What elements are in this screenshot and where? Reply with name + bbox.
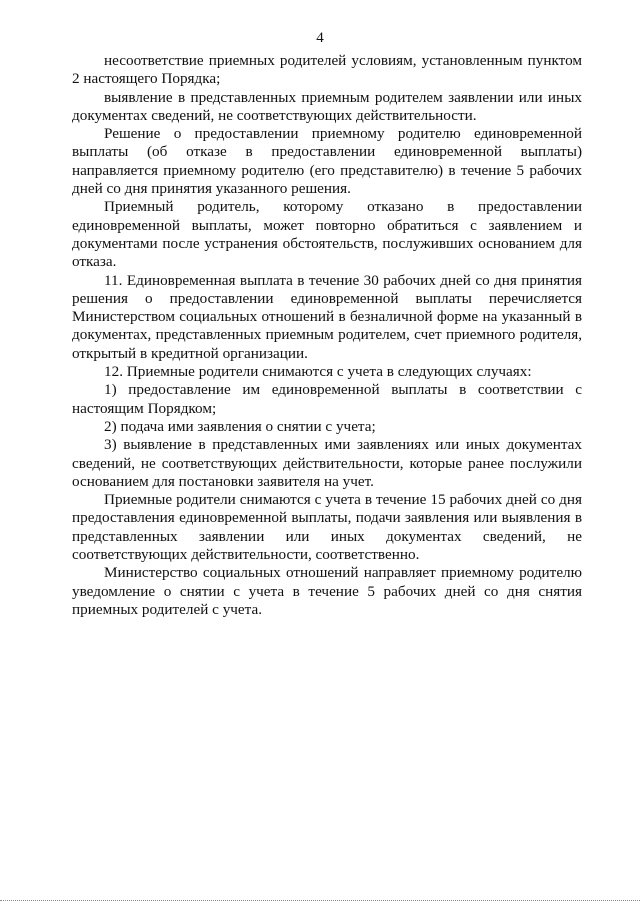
paragraph-decision-notice: Решение о предоставлении приемному родителю единовременной выплаты (об отказе в предоставлении единовременной выплаты) направляется приемному родителю (его представителю) в течение 5 рабочих дней со дня принятия указанного решения.	[72, 125, 582, 198]
document-body	[72, 52, 582, 619]
paragraph-item-11: 11. Единовременная выплата в течение 30 рабочих дней со дня принятия решения о предоставлении единовременной выплаты перечисляется Министерством социальных отношений в безналичной форме на указанный в документах, представленных приемным родителем, счет приемного родителя, открытый в кредитной организации.	[72, 271, 582, 362]
paragraph-item-12: 12. Приемные родители снимаются с учета в следующих случаях:	[104, 363, 532, 381]
paragraph-repeat-application: Приемный родитель, которому отказано в предоставлении единовременной выплаты, может повторно обратиться с заявлением и документами после устранения обстоятельств, послуживших основанием для отказа.	[72, 198, 582, 271]
list-item-1: 1) предоставление им единовременной выплаты в соответствии с настоящим Порядком;	[72, 381, 582, 417]
paragraph-deregistration-term: Приемные родители снимаются с учета в течение 15 рабочих дней со дня предоставления единовременной выплаты, подачи заявления или выявления в представленных заявлении или иных документах сведений, не соответствующих действительности, соответственно.	[72, 491, 582, 564]
paragraph-false-information: выявление в представленных приемным родителем заявлении или иных документах сведений, не соответствующих действительности.	[72, 88, 582, 124]
paragraph-ministry-notification: Министерство социальных отношений направляет приемному родителю уведомление о снятии с учета в течение 5 рабочих дней со дня снятия приемных родителей с учета.	[72, 564, 582, 618]
footer-divider	[0, 900, 640, 901]
list-item-3: 3) выявление в представленных ими заявлениях или иных документах сведений, не соответствующих действительности, которые ранее послужили основанием для постановки заявителя на учет.	[72, 436, 582, 490]
paragraph-condition-mismatch: несоответствие приемных родителей условиям, установленным пунктом 2 настоящего Порядка;	[72, 52, 582, 88]
list-item-2: 2) подача ими заявления о снятии с учета;	[104, 417, 376, 435]
page-number: 4	[316, 30, 324, 46]
